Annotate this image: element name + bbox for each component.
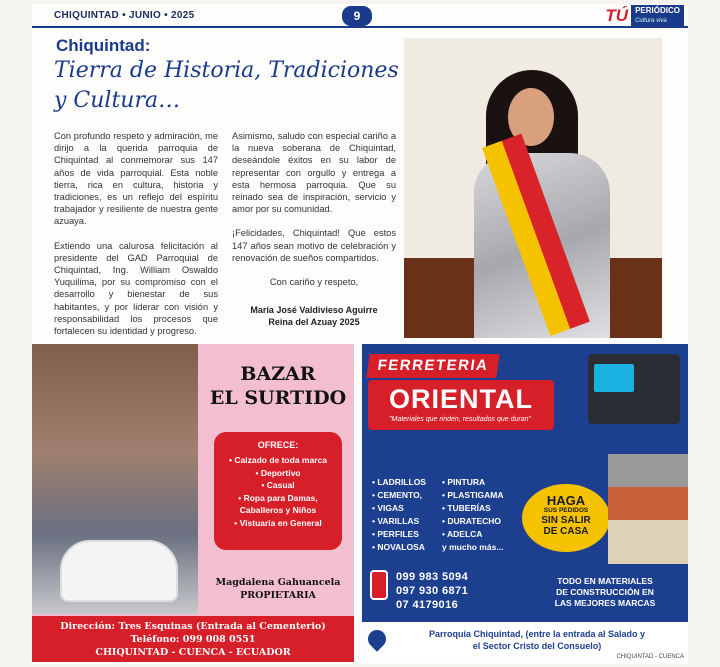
phone-number: 099 983 5094: [396, 571, 469, 583]
article-headline: Tierra de Historia, Tradiciones y Cultura…: [54, 58, 399, 113]
order-badge: [522, 484, 610, 552]
construction-materials-image: [608, 454, 688, 564]
owner-role: PROPIETARIA: [240, 590, 316, 601]
offer-list: [214, 454, 342, 529]
signature-name: María José Valdivieso Aguirre: [250, 305, 378, 315]
product-list: [372, 476, 516, 554]
logo-text: [631, 5, 684, 27]
ferreteria-slogan: "Materiales que rinden, resultados que duran": [389, 416, 531, 423]
page-number: 9: [342, 6, 372, 26]
sneaker-image: [60, 540, 178, 602]
welding-machine-image: [588, 354, 680, 424]
bazar-footer: [32, 616, 354, 662]
product-item: • PINTURA: [442, 477, 486, 487]
queen-portrait-photo: [404, 38, 662, 338]
offer-item: Caballeros y Niños: [239, 505, 317, 515]
article-column-2: [232, 130, 396, 300]
issue-info: CHIQUINTAD • JUNIO • 2025: [54, 10, 195, 21]
product-item: • CEMENTO,: [372, 490, 423, 500]
materials-tagline: [530, 576, 680, 609]
article-column-1: [54, 130, 218, 349]
paragraph: ¡Felicidades, Chiquintad! Que estos 147 años sean motivo de celebración y renovación de sueños compartidos.: [232, 228, 396, 263]
bazar-city: CHIQUINTAD - CUENCA - ECUADOR: [95, 647, 291, 658]
newspaper-page: [32, 4, 688, 664]
logo-title: PERIÓDICO: [635, 6, 680, 15]
ferreteria-address: [392, 628, 682, 652]
ferreteria-footer: [362, 622, 688, 662]
phone-number: 07 4179016: [396, 599, 459, 611]
ferreteria-advertisement: [362, 344, 688, 662]
offer-item: • Deportivo: [255, 467, 301, 478]
offer-item: • Calzado de toda marca: [229, 455, 327, 465]
tagline-line: LAS MEJORES MARCAS: [554, 598, 656, 608]
badge-line: SIN SALIR: [541, 515, 591, 526]
logo-tagline: Cultura viva: [635, 18, 667, 24]
address-line: Parroquia Chiquintad, (entre la entrada al Salado y: [428, 629, 646, 639]
ferreteria-ribbon: FERRETERIA: [366, 354, 499, 378]
paragraph: Asimismo, saludo con especial cariño a la nueva soberana de Chiquintad, deseándole éxitos en su labor de representar con orgullo y entrega a esta hermosa parroquia. Que su reinado sea de inspiración, servicio y amor por su comunidad.: [232, 131, 396, 215]
signature-title: Reina del Azuay 2025: [268, 317, 360, 327]
badge-line: HAGA: [546, 493, 586, 508]
tagline-line: DE CONSTRUCCIÓN EN: [556, 587, 654, 597]
product-item: • NOVALOSA: [372, 542, 425, 552]
offer-heading: OFRECE:: [257, 440, 299, 450]
page-header: [32, 4, 688, 28]
phone-number: 097 930 6871: [396, 585, 469, 597]
location-pin-icon: [364, 626, 389, 651]
product-item: • ADELCA: [442, 529, 483, 539]
bazar-advertisement: [32, 344, 354, 662]
product-item: • PERFILES: [372, 529, 419, 539]
owner-name: Magdalena Gahuancela: [215, 577, 341, 588]
bazar-address: Dirección: Tres Esquinas (Entrada al Cementerio): [60, 621, 326, 632]
ferreteria-brand: ORIENTAL: [368, 380, 554, 430]
bazar-owner: [208, 576, 348, 602]
product-item: • VIGAS: [372, 503, 404, 513]
paragraph: Extiendo una calurosa felicitación al presidente del GAD Parroquial de Chiquintad, Ing. William Oswaldo Yuquilima, por su compromiso con el desarrollo y bienestar de sus habitantes, y por liderar con visión y responsabilidad los procesos que fortalecen su identidad y progreso.: [54, 240, 218, 337]
article-kicker: Chiquintad:: [56, 36, 151, 55]
bazar-product-photos: [32, 344, 198, 614]
newspaper-logo: [605, 5, 684, 27]
product-item: • DURATECHO: [442, 516, 502, 526]
phone-icon: [370, 570, 388, 600]
signoff: Con cariño y respeto,: [269, 277, 359, 288]
product-item: y mucho más...: [442, 542, 504, 552]
offer-item: • Vistuaria en General: [234, 517, 322, 528]
product-item: • LADRILLOS: [372, 477, 426, 487]
logo-mark: TÚ: [605, 6, 629, 25]
bazar-offer-box: [214, 432, 342, 550]
address-line: el Sector Cristo del Consuelo): [472, 641, 602, 651]
offer-item: • Casual: [261, 480, 295, 490]
badge-line: SUS PEDIDOS: [543, 507, 589, 514]
address-location-tag: CHIQUINTAD - CUENCA: [616, 654, 684, 660]
product-item: • PLASTIGAMA: [442, 490, 504, 500]
product-item: • VARILLAS: [372, 516, 420, 526]
signature-block: [232, 304, 396, 328]
phone-numbers: [396, 570, 468, 612]
paragraph: Con profundo respeto y admiración, me dirijo a la querida parroquia de Chiquintad al conmemorar sus 147 años de vida parroquial. Esta noble tierra, rica en cultura, historia y tradiciones, es un reflejo del espíritu trabajador y resiliente de nuestra gente azuaya.: [54, 131, 218, 227]
product-item: • TUBERÍAS: [442, 503, 491, 513]
badge-line: DE CASA: [543, 526, 589, 537]
bazar-title-line: BAZAR: [240, 363, 316, 385]
bazar-title: [208, 362, 348, 410]
offer-item: • Ropa para Damas,: [238, 492, 318, 503]
bazar-phone: Teléfono: 099 008 0551: [130, 634, 256, 645]
tagline-line: TODO EN MATERIALES: [557, 576, 653, 586]
bazar-title-line: EL SURTIDO: [209, 387, 347, 409]
